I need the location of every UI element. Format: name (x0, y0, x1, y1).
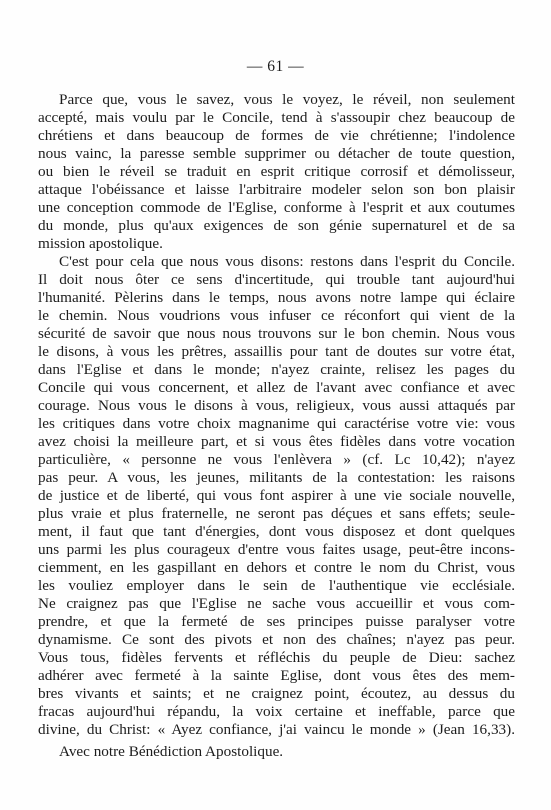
text-line: l'humanité. Pèlerins dans le temps, nous avons notre lampe qui éclaire (38, 289, 515, 306)
text-line: fracas aujourd'hui répandu, la voix certaine et ineffable, parce que (38, 703, 515, 720)
text-line: courage. Nous vous le disons à vous, religieux, vous aussi attaqués par (38, 397, 515, 414)
text-line: Ne craignez pas que l'Eglise ne sache vous accueillir et vous com- (38, 595, 515, 612)
text-line: nous vainc, la paresse semble supprimer ou détacher de toute question, (38, 145, 515, 162)
text-line: dynamisme. Ce sont des pivots et non des chaînes; n'ayez pas peur. (38, 631, 515, 648)
text-line: du monde, plus qu'aux exigences de son génie supernaturel et de sa (38, 217, 515, 234)
text-line: uns parmi les plus courageux d'entre vous faites usage, peut-être incons- (38, 541, 515, 558)
text-line: plus vraie et plus fraternelle, ne seront pas déçues et sans effets; seule- (38, 505, 515, 522)
text-line: dans l'Eglise et dans le monde; n'ayez crainte, relisez les pages du (38, 361, 515, 378)
text-line: ciemment, en les gaspillant en dehors et contre le nom du Christ, vous (38, 559, 515, 576)
text-line: C'est pour cela que nous vous disons: restons dans l'esprit du Concile. (59, 253, 515, 270)
text-line: chrétiens et dans beaucoup de formes de vie chrétienne; l'indolence (38, 127, 515, 144)
text-line: de justice et de liberté, qui vous font aspirer à une vie sociale nouvelle, (38, 487, 515, 504)
text-line: ment, il faut que tant d'énergies, dont vous disposez et dont quelques (38, 523, 515, 540)
text-line: Concile qui vous concernent, et allez de l'avant avec confiance et avec (38, 379, 515, 396)
text-line: mission apostolique. (38, 235, 163, 252)
text-line: attaque l'obéissance et laisse l'arbitraire modeler selon son bon plaisir (38, 181, 515, 198)
text-line: une conception commode de l'Eglise, conforme à l'esprit et aux coutumes (38, 199, 515, 216)
text-line: pas peur. A vous, les jeunes, militants de la contestation: les raisons (38, 469, 515, 486)
text-line: bres vivants et saints; et ne craignez point, écoutez, au dessus du (38, 685, 515, 702)
text-line: Avec notre Bénédiction Apostolique. (59, 743, 284, 760)
text-line: sécurité de savoir que nous nous trouvons sur le bon chemin. Nous vous (38, 325, 515, 342)
text-line: adhérer avec fermeté à la sainte Eglise, dont vous êtes des mem- (38, 667, 515, 684)
text-line: le disons, à vous les prêtres, assaillis pour tant de doutes sur votre état, (38, 343, 515, 360)
text-line: les critiques dans votre choix magnanime qui caractérise votre vie: vous (38, 415, 515, 432)
text-line: le chemin. Nous voudrions vous infuser ce réconfort qui vient de la (38, 307, 515, 324)
text-line: Il doit nous ôter ce sens d'incertitude, qui trouble tant aujourd'hui (38, 271, 515, 288)
text-line: Parce que, vous le savez, vous le voyez, le réveil, non seulement (59, 91, 515, 108)
text-line: accepté, mais voulu par le Concile, tend à s'assoupir chez beaucoup de (38, 109, 515, 126)
page-number: — 61 — (246, 58, 305, 75)
text-line: prendre, et que la fermeté de ses principes puisse paralyser votre (38, 613, 515, 630)
text-line: Vous tous, fidèles fervents et réfléchis du peuple de Dieu: sachez (38, 649, 515, 666)
text-line: les vouliez employer dans le sein de l'authentique vie ecclésiale. (38, 577, 515, 594)
text-line: ou bien le réveil se traduit en esprit critique corrosif et démolisseur, (38, 163, 515, 180)
text-line: particulière, « personne ne vous l'enlèvera » (cf. Lc 10,42); n'ayez (38, 451, 515, 468)
text-line: divine, du Christ: « Ayez confiance, j'ai vaincu le monde » (Jean 16,33). (38, 721, 515, 738)
text-line: avez choisi la meilleure part, et si vous êtes fidèles dans votre vocation (38, 433, 515, 450)
